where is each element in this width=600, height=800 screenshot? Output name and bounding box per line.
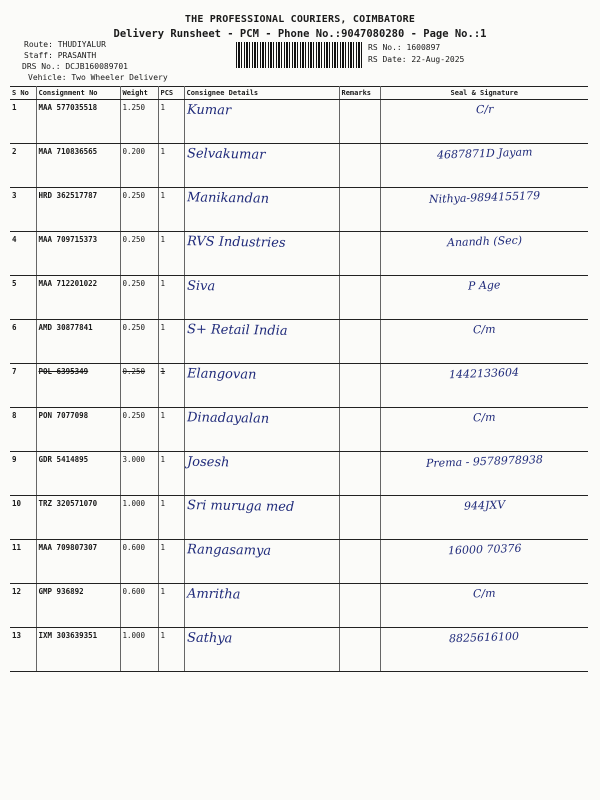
handwritten-signature: C/r (475, 102, 494, 117)
pcs-cell: 1 (158, 364, 184, 408)
column-header: Consignment No (36, 87, 120, 100)
table-row (10, 540, 588, 584)
pcs-cell: 1 (158, 408, 184, 452)
handwritten-name: Sri muruga med (186, 498, 294, 515)
column-header: Remarks (339, 87, 380, 100)
table-header-row (10, 87, 588, 100)
vehicle-label: Vehicle: Two Wheeler Delivery (28, 73, 168, 82)
pcs-cell: 1 (158, 232, 184, 276)
handwritten-name: S+ Retail India (186, 322, 288, 339)
pcs-cell: 1 (158, 496, 184, 540)
consignment-number-cell: AMD 30877841 (36, 320, 120, 364)
weight-cell: 1.000 (120, 496, 158, 540)
consignee-cell (184, 144, 339, 188)
handwritten-name: Josesh (186, 454, 230, 471)
serial-number-cell: 7 (10, 364, 36, 408)
consignment-number-cell: MAA 712201022 (36, 276, 120, 320)
signature-cell (380, 584, 588, 628)
handwritten-signature: 1442133604 (449, 365, 520, 382)
remarks-cell (339, 452, 380, 496)
sheet-subtitle: Delivery Runsheet - PCM - Phone No.:9047080280 - Page No.:1 (113, 28, 487, 40)
table-row (10, 496, 588, 540)
column-header: Weight (120, 87, 158, 100)
remarks-cell (339, 628, 380, 672)
consignee-cell (184, 276, 339, 320)
consignee-cell (184, 188, 339, 232)
consignment-number-cell: GMP 936892 (36, 584, 120, 628)
handwritten-name: Manikandan (186, 190, 269, 207)
pcs-cell: 1 (158, 452, 184, 496)
handwritten-signature: 16000 70376 (447, 541, 522, 558)
consignment-number-cell: IXM 303639351 (36, 628, 120, 672)
consignee-cell (184, 584, 339, 628)
weight-cell: 1.250 (120, 100, 158, 144)
pcs-cell: 1 (158, 584, 184, 628)
serial-number-cell: 13 (10, 628, 36, 672)
signature-cell (380, 628, 588, 672)
drs-label: DRS No.: DCJB160089701 (22, 62, 128, 71)
signature-cell (380, 408, 588, 452)
weight-cell: 0.250 (120, 364, 158, 408)
barcode-image (236, 42, 362, 68)
handwritten-signature: C/m (472, 586, 496, 601)
handwritten-signature: 8825616100 (449, 629, 520, 646)
serial-number-cell: 12 (10, 584, 36, 628)
consignee-cell (184, 628, 339, 672)
handwritten-signature: Anandh (Sec) (446, 233, 523, 250)
handwritten-name: Amritha (186, 586, 241, 603)
remarks-cell (339, 188, 380, 232)
handwritten-signature: Prema - 9578978938 (425, 452, 543, 471)
pcs-cell: 1 (158, 144, 184, 188)
consignment-number-cell: TRZ 320571070 (36, 496, 120, 540)
pcs-cell: 1 (158, 100, 184, 144)
column-header: PCS (158, 87, 184, 100)
consignee-cell (184, 540, 339, 584)
consignment-number-cell: HRD 362517787 (36, 188, 120, 232)
table-row (10, 364, 588, 408)
weight-cell: 0.600 (120, 584, 158, 628)
handwritten-signature: C/m (472, 410, 496, 425)
staff-label: Staff: PRASANTH (24, 51, 97, 60)
route-label: Route: THUDIYALUR (24, 40, 106, 49)
serial-number-cell: 10 (10, 496, 36, 540)
handwritten-name: Elangovan (186, 366, 257, 383)
remarks-cell (339, 232, 380, 276)
signature-cell (380, 540, 588, 584)
pcs-cell: 1 (158, 540, 184, 584)
column-header: Seal & Signature (380, 87, 588, 100)
column-header: S No (10, 87, 36, 100)
handwritten-name: Selvakumar (186, 146, 266, 163)
pcs-cell: 1 (158, 320, 184, 364)
serial-number-cell: 4 (10, 232, 36, 276)
remarks-cell (339, 496, 380, 540)
pcs-cell: 1 (158, 188, 184, 232)
remarks-cell (339, 364, 380, 408)
serial-number-cell: 6 (10, 320, 36, 364)
handwritten-name: Sathya (186, 630, 232, 647)
signature-cell (380, 364, 588, 408)
handwritten-signature: P Age (467, 278, 501, 293)
consignee-cell (184, 452, 339, 496)
consignment-number-cell: MAA 709715373 (36, 232, 120, 276)
weight-cell: 3.000 (120, 452, 158, 496)
remarks-cell (339, 276, 380, 320)
signature-cell (380, 188, 588, 232)
handwritten-name: RVS Industries (186, 234, 286, 251)
remarks-cell (339, 408, 380, 452)
weight-cell: 0.250 (120, 188, 158, 232)
pcs-cell: 1 (158, 628, 184, 672)
weight-cell: 1.000 (120, 628, 158, 672)
consignee-cell (184, 100, 339, 144)
consignee-cell (184, 408, 339, 452)
consignee-cell (184, 364, 339, 408)
table-body (10, 100, 588, 672)
serial-number-cell: 2 (10, 144, 36, 188)
signature-cell (380, 452, 588, 496)
remarks-cell (339, 584, 380, 628)
signature-cell (380, 100, 588, 144)
table-row (10, 144, 588, 188)
consignee-cell (184, 320, 339, 364)
weight-cell: 0.600 (120, 540, 158, 584)
signature-cell (380, 496, 588, 540)
handwritten-name: Kumar (186, 102, 231, 119)
remarks-cell (339, 100, 380, 144)
consignment-number-cell: MAA 709807307 (36, 540, 120, 584)
remarks-cell (339, 144, 380, 188)
table-row (10, 276, 588, 320)
weight-cell: 0.200 (120, 144, 158, 188)
serial-number-cell: 9 (10, 452, 36, 496)
column-header: Consignee Details (184, 87, 339, 100)
consignment-number-cell: MAA 710836565 (36, 144, 120, 188)
weight-cell: 0.250 (120, 408, 158, 452)
signature-cell (380, 320, 588, 364)
signature-cell (380, 232, 588, 276)
handwritten-name: Rangasamya (186, 542, 271, 559)
table-row (10, 628, 588, 672)
signature-cell (380, 276, 588, 320)
table-row (10, 452, 588, 496)
consignment-number-cell: POL 6395349 (36, 364, 120, 408)
remarks-cell (339, 540, 380, 584)
remarks-cell (339, 320, 380, 364)
weight-cell: 0.250 (120, 232, 158, 276)
handwritten-signature: Nithya-9894155179 (428, 189, 541, 206)
rs-number: RS No.: 1600897 (368, 43, 441, 52)
serial-number-cell: 1 (10, 100, 36, 144)
runsheet-table (10, 86, 588, 672)
handwritten-signature: 944JXV (463, 498, 506, 513)
weight-cell: 0.250 (120, 276, 158, 320)
sheet-title: THE PROFESSIONAL COURIERS, COIMBATORE (184, 14, 416, 25)
table-row (10, 100, 588, 144)
serial-number-cell: 8 (10, 408, 36, 452)
handwritten-signature: 4687871D Jayam (436, 145, 533, 162)
signature-cell (380, 144, 588, 188)
table-row (10, 584, 588, 628)
rs-date: RS Date: 22-Aug-2025 (368, 55, 465, 64)
table-row (10, 188, 588, 232)
weight-cell: 0.250 (120, 320, 158, 364)
consignment-number-cell: GDR 5414895 (36, 452, 120, 496)
handwritten-signature: C/m (472, 322, 496, 337)
consignment-number-cell: PON 7077098 (36, 408, 120, 452)
pcs-cell: 1 (158, 276, 184, 320)
serial-number-cell: 3 (10, 188, 36, 232)
handwritten-name: Dinadayalan (186, 410, 269, 427)
table-row (10, 320, 588, 364)
consignment-number-cell: MAA 577035518 (36, 100, 120, 144)
table-row (10, 232, 588, 276)
consignee-cell (184, 496, 339, 540)
serial-number-cell: 11 (10, 540, 36, 584)
table-row (10, 408, 588, 452)
consignee-cell (184, 232, 339, 276)
serial-number-cell: 5 (10, 276, 36, 320)
handwritten-name: Siva (186, 278, 215, 295)
